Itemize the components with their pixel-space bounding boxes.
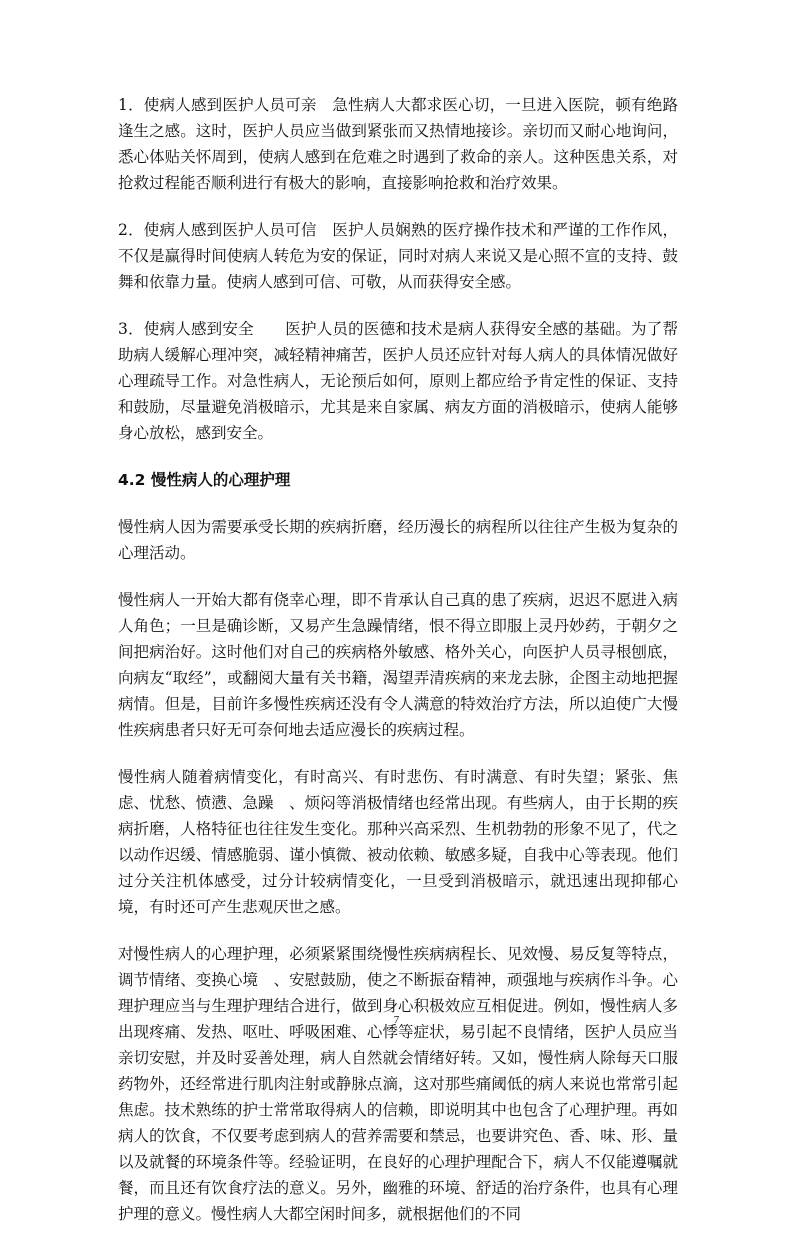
paragraph-chronic-emotions: 慢性病人随着病情变化，有时高兴、有时悲伤、有时满意、有时失望；紧张、焦虑、忧愁、愤懑、急躁 、烦闷等消极情绪也经常出现。有些病人，由于长期的疾病折磨，人格特征也往往发生变化。那种兴高采烈、生机勃勃的形象不见了，代之以动作迟缓、情感脆弱、谨小慎微、被动依赖、敏感多疑，自我中心等表现。他们过分关注机体感受，过分计较病情变化，一旦受到消极暗示，就迅速出现抑郁心境，有时还可产生悲观厌世之感。 bbox=[118, 768, 678, 916]
paragraph-trustworthy-staff: 2．使病人感到医护人员可信 医护人员娴熟的医疗操作技术和严谨的工作作风，不仅是赢得时间使病人转危为安的保证，同时对病人来说又是心照不宣的支持、鼓舞和依靠力量。使病人感到可信、可敬，从而获得安全感。 bbox=[118, 221, 678, 291]
page-number: 7 bbox=[393, 1014, 400, 1026]
section-heading: 4.2 慢性病人的心理护理 bbox=[118, 471, 291, 489]
paragraph-chronic-intro: 慢性病人因为需要承受长期的疾病折磨，经历漫长的病程所以往往产生极为复杂的心理活动。 bbox=[118, 518, 678, 562]
paragraph-chronic-care: 对慢性病人的心理护理，必须紧紧围绕慢性疾病病程长、见效慢、易反复等特点，调节情绪、变换心境 、安慰鼓励，使之不断振奋精神，顽强地与疾病作斗争。心理护理应当与生理护理结合进行，做到身心积极效应互相促进。例如，慢性病人多出现疼痛、发热、呕吐、呼吸困难、心悸等症状，易引起不良情绪，医护人员应当亲切安慰，并及时妥善处理，病人自然就会情绪好转。又如，慢性病人除每天口服药物外，还经常进行肌肉注射或静脉点滴，这对那些痛阈低的病人来说也常常引起焦虑。技术熟练的护士常常取得病人的信赖，即说明其中也包含了心理护理。再如病人的饮食，不仅要考虑到病人的营养需要和禁忌，也要讲究色、香、味、形、量以及就餐的环境条件等。经验证明，在良好的心理护理配合下，病人不仅能遵嘱就餐，而且还有饮食疗法的意义。另外，幽雅的环境、舒适的治疗条件，也具有心理护理的意义。慢性病人大都空闲时间多，就根据他们的不同 bbox=[118, 945, 678, 1223]
paragraph-patient-safety: 3．使病人感到安全 医护人员的医德和技术是病人获得安全感的基础。为了帮助病人缓解心理冲突，减轻精神痛苦，医护人员还应针对每人病人的具体情况做好心理疏导工作。对急性病人，无论预后如何，原则上都应给予肯定性的保证、支持和鼓励，尽量避免消极暗示，尤其是来自家属、病友方面的消极暗示，使病人能够身心放松，感到安全。 bbox=[118, 320, 678, 442]
paragraph-chronic-early-psychology: 慢性病人一开始大都有侥幸心理，即不肯承认自己真的患了疾病，迟迟不愿进入病人角色；一旦是确诊断，又易产生急躁情绪，恨不得立即服上灵丹妙药，于朝夕之间把病治好。这时他们对自己的疾病格外敏感、格外关心，向医护人员寻根刨底，向病友“取经”，或翻阅大量有关书籍，渴望弄清疾病的来龙去脉，企图主动地把握病情。但是，目前许多慢性疾病还没有令人满意的特效治疗方法，所以迫使广大慢性疾病患者只好无可奈何地去适应漫长的疾病过程。 bbox=[118, 591, 678, 739]
paragraph-approachable-staff: 1．使病人感到医护人员可亲 急性病人大都求医心切，一旦进入医院，顿有绝路逢生之感。这时，医护人员应当做到紧张而又热情地接诊。亲切而又耐心地询问，悉心体贴关怀周到，使病人感到在危难之时遇到了救命的亲人。这种医患关系，对抢救过程能否顺利进行有极大的影响，直接影响抢救和治疗效果。 bbox=[118, 96, 678, 192]
page-content bbox=[118, 92, 678, 1248]
